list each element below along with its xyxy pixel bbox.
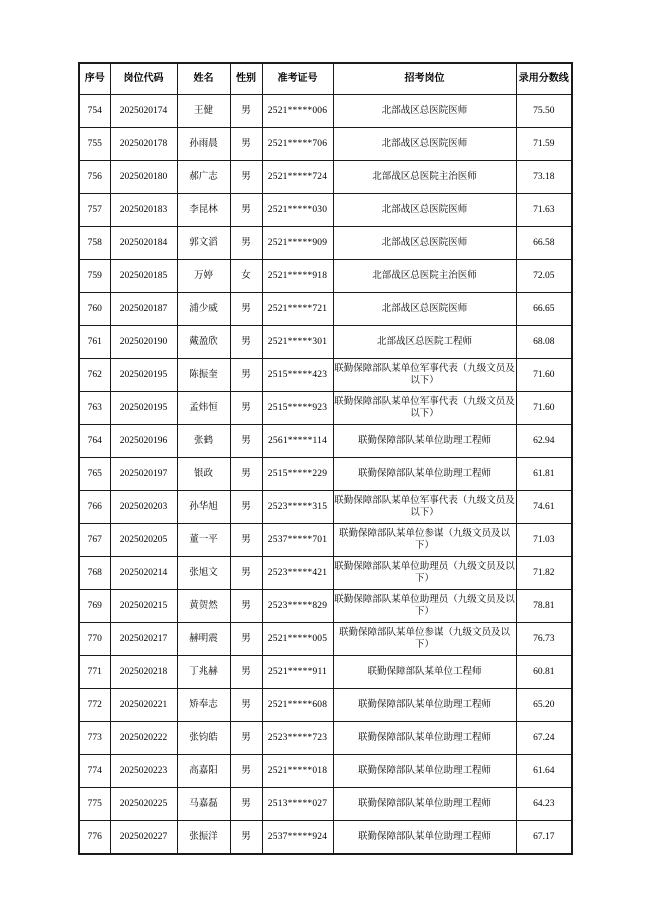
cell-gender: 女 (230, 260, 262, 293)
cell-serial: 761 (79, 326, 110, 359)
cell-serial: 776 (79, 821, 110, 854)
column-header-name: 姓名 (177, 63, 230, 95)
cell-gender: 男 (230, 128, 262, 161)
cell-position: 联勤保障部队某单位助理工程师 (333, 458, 516, 491)
cell-name: 丁兆赫 (177, 656, 230, 689)
cell-name: 张旭文 (177, 557, 230, 590)
table-row (79, 227, 572, 260)
cell-serial: 759 (79, 260, 110, 293)
cell-position-code: 2025020214 (110, 557, 177, 590)
cell-ticket-number: 2521*****918 (262, 260, 333, 293)
cell-position-code: 2025020178 (110, 128, 177, 161)
table-row (79, 491, 572, 524)
cell-gender: 男 (230, 491, 262, 524)
cell-score: 73.18 (516, 161, 572, 194)
cell-ticket-number: 2523*****421 (262, 557, 333, 590)
cell-score: 61.81 (516, 458, 572, 491)
cell-score: 66.65 (516, 293, 572, 326)
cell-ticket-number: 2521*****018 (262, 755, 333, 788)
cell-position: 北部战区总医院医师 (333, 95, 516, 128)
cell-name: 李昆林 (177, 194, 230, 227)
cell-gender: 男 (230, 689, 262, 722)
cell-serial: 764 (79, 425, 110, 458)
table-row (79, 755, 572, 788)
cell-position: 联勤保障部队某单位助理工程师 (333, 425, 516, 458)
cell-name: 高嘉阳 (177, 755, 230, 788)
table-row (79, 788, 572, 821)
cell-gender: 男 (230, 788, 262, 821)
cell-score: 64.23 (516, 788, 572, 821)
cell-score: 71.60 (516, 392, 572, 425)
cell-serial: 775 (79, 788, 110, 821)
cell-serial: 762 (79, 359, 110, 392)
cell-gender: 男 (230, 293, 262, 326)
cell-ticket-number: 2521*****301 (262, 326, 333, 359)
cell-name: 矫奉志 (177, 689, 230, 722)
cell-gender: 男 (230, 755, 262, 788)
cell-ticket-number: 2521*****911 (262, 656, 333, 689)
cell-name: 戴盈欣 (177, 326, 230, 359)
cell-name: 浦少威 (177, 293, 230, 326)
cell-score: 71.60 (516, 359, 572, 392)
cell-gender: 男 (230, 656, 262, 689)
cell-ticket-number: 2523*****315 (262, 491, 333, 524)
cell-ticket-number: 2521*****721 (262, 293, 333, 326)
cell-serial: 768 (79, 557, 110, 590)
cell-gender: 男 (230, 392, 262, 425)
column-header-ticket-number: 准考证号 (262, 63, 333, 95)
cell-position: 联勤保障部队某单位助理工程师 (333, 755, 516, 788)
cell-ticket-number: 2521*****005 (262, 623, 333, 656)
cell-position-code: 2025020195 (110, 392, 177, 425)
cell-ticket-number: 2515*****423 (262, 359, 333, 392)
cell-gender: 男 (230, 458, 262, 491)
cell-gender: 男 (230, 161, 262, 194)
cell-score: 72.05 (516, 260, 572, 293)
cell-position: 联勤保障部队某单位参谋（九级文员及以下） (333, 623, 516, 656)
table-row (79, 359, 572, 392)
cell-serial: 765 (79, 458, 110, 491)
cell-position: 联勤保障部队某单位助理工程师 (333, 689, 516, 722)
table-row (79, 656, 572, 689)
cell-score: 67.17 (516, 821, 572, 854)
cell-ticket-number: 2537*****924 (262, 821, 333, 854)
cell-serial: 773 (79, 722, 110, 755)
cell-ticket-number: 2521*****006 (262, 95, 333, 128)
cell-gender: 男 (230, 590, 262, 623)
cell-gender: 男 (230, 623, 262, 656)
cell-score: 61.64 (516, 755, 572, 788)
cell-ticket-number: 2537*****701 (262, 524, 333, 557)
table-row (79, 95, 572, 128)
cell-ticket-number: 2523*****829 (262, 590, 333, 623)
cell-gender: 男 (230, 194, 262, 227)
cell-position-code: 2025020221 (110, 689, 177, 722)
table-body (79, 95, 572, 854)
cell-score: 68.08 (516, 326, 572, 359)
cell-position-code: 2025020215 (110, 590, 177, 623)
cell-score: 60.81 (516, 656, 572, 689)
cell-serial: 754 (79, 95, 110, 128)
table-row (79, 623, 572, 656)
cell-ticket-number: 2521*****030 (262, 194, 333, 227)
cell-position: 联勤保障部队某单位工程师 (333, 656, 516, 689)
cell-position: 北部战区总医院主治医师 (333, 161, 516, 194)
cell-name: 郝广志 (177, 161, 230, 194)
cell-position-code: 2025020195 (110, 359, 177, 392)
table-row (79, 524, 572, 557)
cell-serial: 769 (79, 590, 110, 623)
cell-position: 联勤保障部队某单位助理员（九级文员及以下） (333, 590, 516, 623)
cell-gender: 男 (230, 95, 262, 128)
cell-position: 联勤保障部队某单位助理工程师 (333, 722, 516, 755)
cell-gender: 男 (230, 227, 262, 260)
cell-position-code: 2025020187 (110, 293, 177, 326)
table-row (79, 128, 572, 161)
table-row (79, 293, 572, 326)
cell-name: 孙雨晨 (177, 128, 230, 161)
cell-name: 王健 (177, 95, 230, 128)
cell-position-code: 2025020218 (110, 656, 177, 689)
cell-position-code: 2025020222 (110, 722, 177, 755)
cell-score: 78.81 (516, 590, 572, 623)
table-header (79, 63, 572, 95)
cell-position: 北部战区总医院医师 (333, 128, 516, 161)
column-header-score-line: 录用分数线 (516, 63, 572, 95)
cell-ticket-number: 2521*****608 (262, 689, 333, 722)
cell-score: 76.73 (516, 623, 572, 656)
cell-position-code: 2025020205 (110, 524, 177, 557)
cell-position-code: 2025020225 (110, 788, 177, 821)
cell-position-code: 2025020185 (110, 260, 177, 293)
cell-ticket-number: 2515*****229 (262, 458, 333, 491)
cell-name: 孙华旭 (177, 491, 230, 524)
cell-serial: 774 (79, 755, 110, 788)
cell-position: 联勤保障部队某单位军事代表（九级文员及以下） (333, 359, 516, 392)
cell-name: 郭文滔 (177, 227, 230, 260)
cell-position: 北部战区总医院主治医师 (333, 260, 516, 293)
cell-name: 黄贺然 (177, 590, 230, 623)
table-row (79, 458, 572, 491)
cell-position-code: 2025020190 (110, 326, 177, 359)
cell-serial: 760 (79, 293, 110, 326)
table-row (79, 194, 572, 227)
cell-serial: 767 (79, 524, 110, 557)
cell-name: 银政 (177, 458, 230, 491)
cell-position-code: 2025020183 (110, 194, 177, 227)
cell-serial: 758 (79, 227, 110, 260)
cell-position: 北部战区总医院工程师 (333, 326, 516, 359)
cell-serial: 770 (79, 623, 110, 656)
cell-score: 71.03 (516, 524, 572, 557)
header-row (79, 63, 572, 95)
cell-name: 孟炜恒 (177, 392, 230, 425)
table-row (79, 557, 572, 590)
cell-gender: 男 (230, 722, 262, 755)
cell-score: 62.94 (516, 425, 572, 458)
cell-position-code: 2025020174 (110, 95, 177, 128)
cell-gender: 男 (230, 821, 262, 854)
cell-name: 赫明震 (177, 623, 230, 656)
cell-name: 张钧皓 (177, 722, 230, 755)
table-row (79, 590, 572, 623)
cell-position-code: 2025020196 (110, 425, 177, 458)
cell-position-code: 2025020197 (110, 458, 177, 491)
cell-gender: 男 (230, 524, 262, 557)
cell-score: 71.63 (516, 194, 572, 227)
cell-serial: 766 (79, 491, 110, 524)
cell-position: 北部战区总医院医师 (333, 194, 516, 227)
cell-name: 张鹤 (177, 425, 230, 458)
cell-position: 联勤保障部队某单位助理工程师 (333, 788, 516, 821)
cell-gender: 男 (230, 425, 262, 458)
cell-gender: 男 (230, 359, 262, 392)
cell-serial: 772 (79, 689, 110, 722)
cell-ticket-number: 2521*****706 (262, 128, 333, 161)
cell-position: 联勤保障部队某单位助理员（九级文员及以下） (333, 557, 516, 590)
table-row (79, 392, 572, 425)
cell-score: 75.50 (516, 95, 572, 128)
cell-ticket-number: 2521*****909 (262, 227, 333, 260)
cell-position: 北部战区总医院医师 (333, 293, 516, 326)
cell-score: 66.58 (516, 227, 572, 260)
cell-name: 张振洋 (177, 821, 230, 854)
cell-position: 北部战区总医院医师 (333, 227, 516, 260)
cell-position: 联勤保障部队某单位助理工程师 (333, 821, 516, 854)
cell-position-code: 2025020184 (110, 227, 177, 260)
cell-ticket-number: 2515*****923 (262, 392, 333, 425)
cell-ticket-number: 2521*****724 (262, 161, 333, 194)
column-header-gender: 性别 (230, 63, 262, 95)
column-header-serial: 序号 (79, 63, 110, 95)
cell-position: 联勤保障部队某单位参谋（九级文员及以下） (333, 524, 516, 557)
column-header-position-code: 岗位代码 (110, 63, 177, 95)
cell-score: 67.24 (516, 722, 572, 755)
cell-position-code: 2025020223 (110, 755, 177, 788)
cell-ticket-number: 2523*****723 (262, 722, 333, 755)
column-header-position: 招考岗位 (333, 63, 516, 95)
recruitment-score-table (78, 62, 573, 855)
table-row (79, 161, 572, 194)
cell-score: 71.59 (516, 128, 572, 161)
cell-score: 65.20 (516, 689, 572, 722)
table-row (79, 689, 572, 722)
cell-gender: 男 (230, 326, 262, 359)
cell-position: 联勤保障部队某单位军事代表（九级文员及以下） (333, 392, 516, 425)
table-row (79, 326, 572, 359)
cell-name: 董一平 (177, 524, 230, 557)
cell-position-code: 2025020180 (110, 161, 177, 194)
table-row (79, 722, 572, 755)
cell-position-code: 2025020217 (110, 623, 177, 656)
table-row (79, 260, 572, 293)
cell-gender: 男 (230, 557, 262, 590)
cell-position: 联勤保障部队某单位军事代表（九级文员及以下） (333, 491, 516, 524)
cell-position-code: 2025020227 (110, 821, 177, 854)
cell-name: 万婷 (177, 260, 230, 293)
cell-ticket-number: 2513*****027 (262, 788, 333, 821)
cell-serial: 771 (79, 656, 110, 689)
cell-name: 陈振奎 (177, 359, 230, 392)
cell-position-code: 2025020203 (110, 491, 177, 524)
cell-serial: 756 (79, 161, 110, 194)
cell-score: 71.82 (516, 557, 572, 590)
table-row (79, 425, 572, 458)
cell-name: 马嘉磊 (177, 788, 230, 821)
cell-score: 74.61 (516, 491, 572, 524)
cell-serial: 757 (79, 194, 110, 227)
table-row (79, 821, 572, 854)
cell-serial: 755 (79, 128, 110, 161)
cell-ticket-number: 2561*****114 (262, 425, 333, 458)
cell-serial: 763 (79, 392, 110, 425)
